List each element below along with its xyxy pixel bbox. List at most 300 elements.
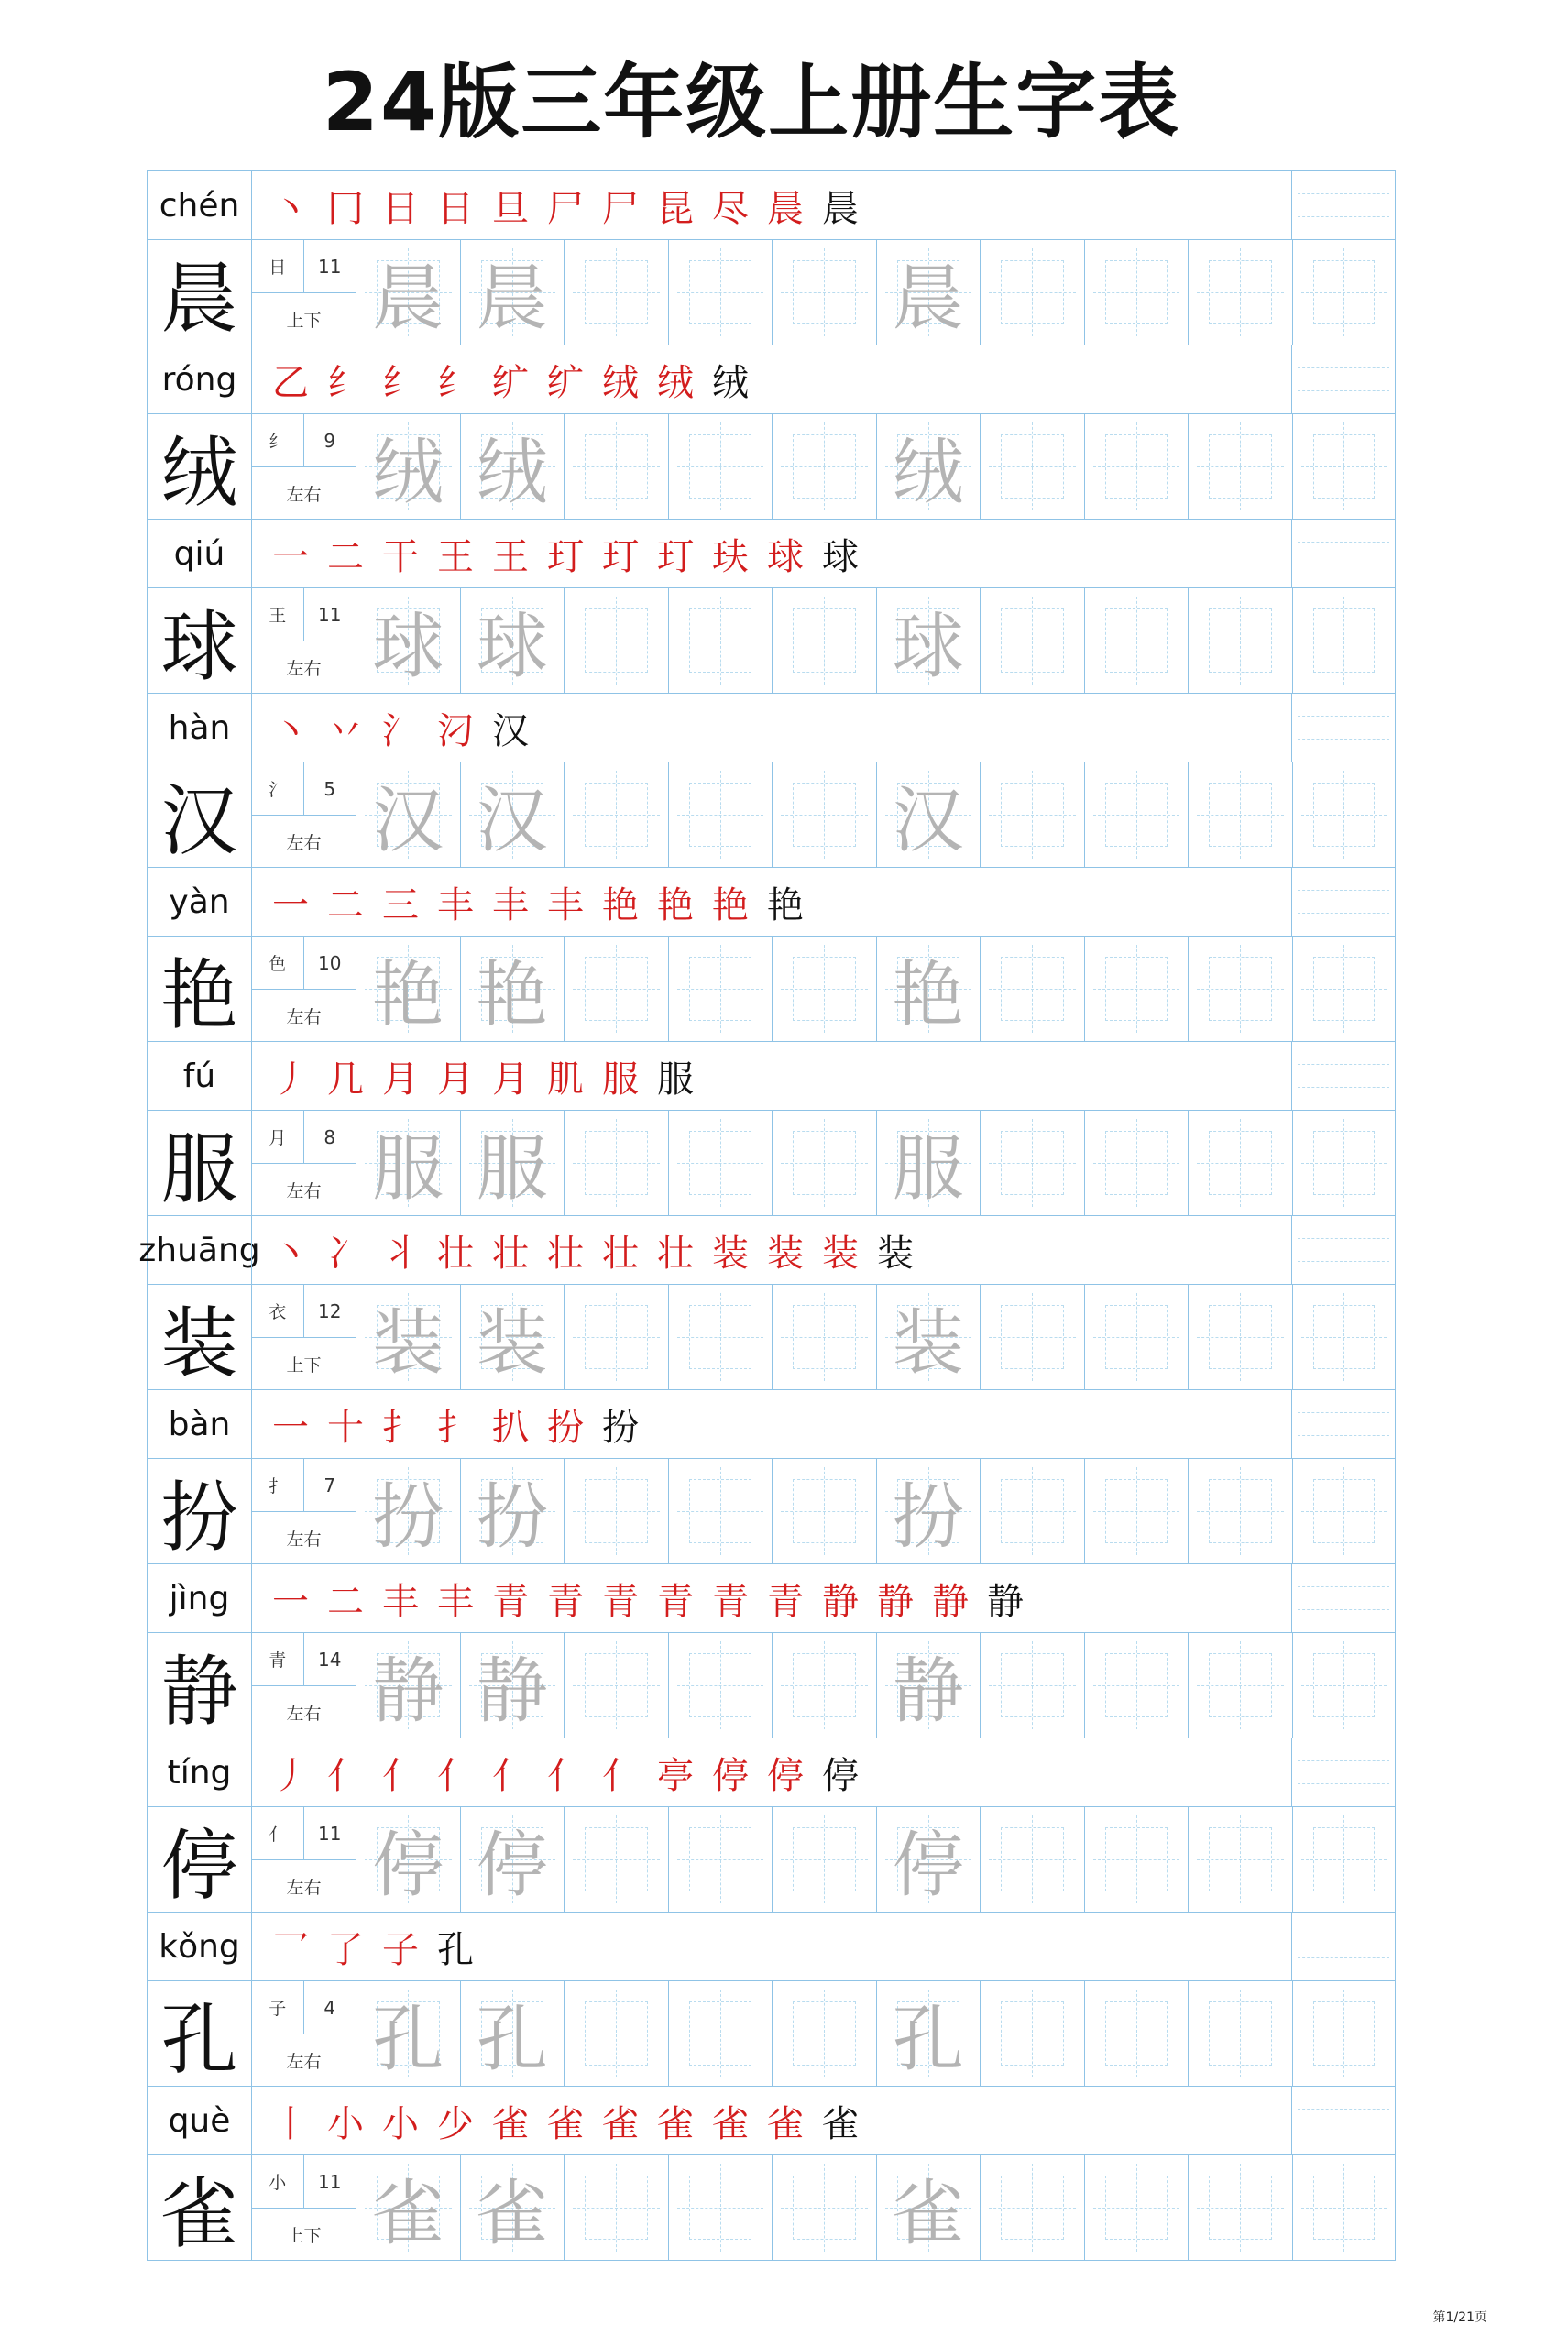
radical-label: 衣 [252, 1285, 304, 1337]
writing-box[interactable] [980, 239, 1084, 345]
stroke-step: 尽 [712, 187, 749, 230]
writing-box[interactable] [668, 1632, 773, 1738]
stroke-step: 丰 [437, 883, 474, 926]
practice-row [147, 762, 1396, 867]
tracing-character: 球 [892, 606, 964, 688]
stroke-step: 静 [877, 1580, 914, 1623]
writing-box[interactable] [980, 936, 1084, 1041]
writing-box[interactable] [1084, 1110, 1189, 1215]
stroke-step: 青 [547, 1580, 584, 1623]
tracing-character: 服 [372, 1128, 444, 1211]
writing-box[interactable] [876, 762, 981, 867]
stroke-step: 丨 [272, 2102, 309, 2145]
character-entry [147, 1563, 1396, 1738]
model-character: 晨 [147, 239, 251, 345]
pinyin-label: què [147, 2086, 251, 2154]
stroke-step: 亻 [437, 1754, 474, 1797]
stroke-step: 纩 [547, 361, 584, 404]
writing-box[interactable] [876, 239, 981, 345]
writing-box[interactable] [772, 1458, 876, 1563]
writing-box[interactable] [876, 413, 981, 519]
writing-box[interactable] [1084, 936, 1189, 1041]
stroke-step: 月 [382, 1058, 419, 1101]
writing-box[interactable] [772, 2154, 876, 2260]
stroke-step: 日 [382, 187, 419, 230]
notes-box[interactable] [1291, 2086, 1396, 2154]
structure-label: 左右 [286, 1529, 322, 1550]
character-entry [147, 867, 1396, 1041]
writing-box[interactable] [1188, 413, 1292, 519]
stroke-step: 扒 [492, 1406, 529, 1449]
stroke-step: 丶 [272, 1232, 309, 1275]
notes-box[interactable] [1291, 867, 1396, 936]
character-info [251, 762, 356, 867]
writing-box[interactable] [876, 1806, 981, 1912]
writing-box[interactable] [564, 1632, 668, 1738]
writing-box[interactable] [460, 2154, 565, 2260]
stroke-order-row [147, 1563, 1396, 1632]
writing-box[interactable] [1084, 587, 1189, 693]
stroke-step: 球 [767, 535, 804, 578]
tracing-character: 雀 [892, 2173, 964, 2255]
tracing-character: 球 [476, 606, 548, 688]
stroke-step: 艳 [657, 883, 694, 926]
writing-box[interactable] [460, 1806, 565, 1912]
tracing-character: 扮 [372, 1476, 444, 1559]
stroke-step: 装 [712, 1232, 749, 1275]
writing-box[interactable] [1188, 936, 1292, 1041]
writing-box[interactable] [1084, 1632, 1189, 1738]
character-info [251, 1284, 356, 1389]
stroke-step: 亭 [657, 1754, 694, 1797]
writing-box[interactable] [356, 1980, 460, 2086]
stroke-step: 尸 [547, 187, 584, 230]
stroke-step: 静 [822, 1580, 859, 1623]
radical-label: 月 [252, 1111, 304, 1163]
radical-label: 王 [252, 588, 304, 641]
writing-box[interactable] [980, 587, 1084, 693]
stroke-step: 了 [327, 1928, 364, 1971]
tracing-character: 绒 [892, 432, 964, 514]
stroke-count: 14 [318, 1648, 342, 1671]
structure-label: 左右 [286, 659, 322, 679]
writing-box[interactable] [668, 1284, 773, 1389]
tracing-character: 静 [892, 1650, 964, 1733]
writing-box[interactable] [1292, 1806, 1397, 1912]
model-character: 装 [147, 1284, 251, 1389]
writing-box[interactable] [1084, 1980, 1189, 2086]
notes-box[interactable] [1291, 1389, 1396, 1458]
character-table [138, 170, 1396, 2261]
writing-box[interactable] [1188, 1806, 1292, 1912]
stroke-order-row [147, 867, 1396, 936]
writing-box[interactable] [1084, 239, 1189, 345]
tracing-character: 艳 [476, 954, 548, 1036]
radical-label: 青 [252, 1633, 304, 1685]
character-info [251, 2154, 356, 2260]
radical-label: 亻 [252, 1807, 304, 1859]
radical-label: 扌 [252, 1459, 304, 1511]
stroke-step: 扌 [437, 1406, 474, 1449]
practice-row [147, 936, 1396, 1041]
notes-box[interactable] [1291, 1563, 1396, 1632]
stroke-step: 绒 [657, 361, 694, 404]
writing-box[interactable] [564, 1458, 668, 1563]
stroke-order-row [147, 170, 1396, 239]
writing-box[interactable] [356, 1458, 460, 1563]
character-info [251, 413, 356, 519]
notes-box[interactable] [1291, 345, 1396, 413]
pinyin-label: jìng [147, 1563, 251, 1632]
stroke-order-sequence [251, 1215, 1291, 1284]
character-entry [147, 1738, 1396, 1912]
writing-box[interactable] [772, 1806, 876, 1912]
writing-box[interactable] [356, 1806, 460, 1912]
stroke-order-row [147, 2086, 1396, 2154]
radical-label: 小 [252, 2155, 304, 2208]
writing-box[interactable] [564, 1980, 668, 2086]
writing-box[interactable] [772, 936, 876, 1041]
writing-box[interactable] [460, 1980, 565, 2086]
writing-box[interactable] [772, 762, 876, 867]
writing-box[interactable] [980, 2154, 1084, 2260]
stroke-step: 青 [712, 1580, 749, 1623]
model-character: 球 [147, 587, 251, 693]
stroke-step: 扮 [547, 1406, 584, 1449]
model-character: 服 [147, 1110, 251, 1215]
stroke-step: 尸 [602, 187, 639, 230]
stroke-step: 几 [327, 1058, 364, 1101]
writing-box[interactable] [668, 1110, 773, 1215]
stroke-step: 一 [272, 1406, 309, 1449]
writing-box[interactable] [1084, 762, 1189, 867]
writing-box[interactable] [1292, 2154, 1397, 2260]
model-character: 艳 [147, 936, 251, 1041]
stroke-step: 汉 [492, 709, 529, 752]
writing-box[interactable] [356, 1284, 460, 1389]
model-character: 雀 [147, 2154, 251, 2260]
writing-box[interactable] [564, 762, 668, 867]
writing-box[interactable] [980, 1110, 1084, 1215]
stroke-count: 8 [323, 1125, 336, 1148]
writing-box[interactable] [564, 936, 668, 1041]
stroke-order-sequence [251, 1912, 1291, 1980]
stroke-count: 5 [323, 777, 336, 800]
writing-box[interactable] [1292, 1458, 1397, 1563]
stroke-count: 7 [323, 1474, 336, 1496]
notes-box[interactable] [1291, 1738, 1396, 1806]
writing-box[interactable] [460, 1284, 565, 1389]
stroke-step: 玞 [712, 535, 749, 578]
writing-box[interactable] [356, 1110, 460, 1215]
writing-box[interactable] [460, 1632, 565, 1738]
writing-box[interactable] [876, 587, 981, 693]
writing-box[interactable] [1292, 1980, 1397, 2086]
stroke-order-row [147, 519, 1396, 587]
stroke-step: 干 [382, 535, 419, 578]
writing-box[interactable] [772, 1284, 876, 1389]
pinyin-label: róng [147, 345, 251, 413]
practice-row [147, 1284, 1396, 1389]
writing-box[interactable] [460, 587, 565, 693]
writing-box[interactable] [668, 413, 773, 519]
writing-box[interactable] [668, 2154, 773, 2260]
pinyin-label: zhuāng [147, 1215, 251, 1284]
writing-box[interactable] [876, 2154, 981, 2260]
tracing-character: 服 [892, 1128, 964, 1211]
writing-box[interactable] [980, 1632, 1084, 1738]
structure-label: 左右 [286, 1704, 322, 1724]
writing-box[interactable] [564, 239, 668, 345]
writing-box[interactable] [1188, 1284, 1292, 1389]
writing-box[interactable] [1084, 413, 1189, 519]
writing-box[interactable] [1188, 1110, 1292, 1215]
stroke-step: 汈 [437, 709, 474, 752]
stroke-step: 王 [492, 535, 529, 578]
notes-box[interactable] [1291, 1912, 1396, 1980]
stroke-step: 雀 [712, 2102, 749, 2145]
writing-box[interactable] [1084, 1806, 1189, 1912]
pinyin-label: bàn [147, 1389, 251, 1458]
stroke-step: 月 [492, 1058, 529, 1101]
writing-box[interactable] [460, 1110, 565, 1215]
writing-box[interactable] [564, 1806, 668, 1912]
stroke-order-sequence [251, 519, 1291, 587]
notes-box[interactable] [1291, 1215, 1396, 1284]
stroke-order-row [147, 693, 1396, 762]
stroke-step: 冫 [327, 1232, 364, 1275]
stroke-count: 12 [318, 1299, 342, 1322]
writing-box[interactable] [1084, 1458, 1189, 1563]
pinyin-label: fú [147, 1041, 251, 1110]
stroke-step: 一 [272, 1580, 309, 1623]
stroke-count: 11 [318, 603, 342, 626]
stroke-step: 昆 [657, 187, 694, 230]
writing-box[interactable] [1292, 413, 1397, 519]
stroke-step: 壮 [492, 1232, 529, 1275]
writing-box[interactable] [356, 239, 460, 345]
stroke-order-row [147, 1738, 1396, 1806]
tracing-character: 扮 [476, 1476, 548, 1559]
writing-box[interactable] [980, 413, 1084, 519]
stroke-step: 纟 [327, 361, 364, 404]
writing-box[interactable] [1188, 239, 1292, 345]
writing-box[interactable] [980, 1458, 1084, 1563]
stroke-step: 雀 [822, 2102, 859, 2145]
writing-box[interactable] [1292, 936, 1397, 1041]
writing-box[interactable] [772, 1110, 876, 1215]
writing-box[interactable] [876, 1284, 981, 1389]
stroke-count: 11 [318, 1822, 342, 1845]
stroke-step: 青 [657, 1580, 694, 1623]
writing-box[interactable] [1292, 587, 1397, 693]
practice-row [147, 1458, 1396, 1563]
character-info [251, 1980, 356, 2086]
practice-row [147, 239, 1396, 345]
model-character: 扮 [147, 1458, 251, 1563]
writing-box[interactable] [356, 587, 460, 693]
writing-box[interactable] [668, 239, 773, 345]
stroke-step: 孔 [437, 1928, 474, 1971]
structure-label: 上下 [286, 1355, 322, 1376]
writing-box[interactable] [668, 587, 773, 693]
stroke-step: 一 [272, 883, 309, 926]
writing-box[interactable] [1188, 1980, 1292, 2086]
writing-box[interactable] [1292, 1284, 1397, 1389]
writing-box[interactable] [980, 762, 1084, 867]
stroke-step: 亻 [547, 1754, 584, 1797]
stroke-order-sequence [251, 170, 1291, 239]
stroke-order-sequence [251, 693, 1291, 762]
writing-box[interactable] [1084, 1284, 1189, 1389]
character-entry [147, 519, 1396, 693]
stroke-order-sequence [251, 2086, 1291, 2154]
writing-box[interactable] [1188, 1458, 1292, 1563]
stroke-step: 亻 [382, 1754, 419, 1797]
writing-box[interactable] [460, 413, 565, 519]
structure-label: 左右 [286, 1007, 322, 1027]
stroke-step: 丿 [272, 1058, 309, 1101]
notes-box[interactable] [1291, 1041, 1396, 1110]
writing-box[interactable] [668, 1806, 773, 1912]
stroke-step: 小 [327, 2102, 364, 2145]
tracing-character: 孔 [892, 1999, 964, 2081]
model-character: 绒 [147, 413, 251, 519]
writing-box[interactable] [356, 413, 460, 519]
writing-box[interactable] [356, 2154, 460, 2260]
stroke-order-sequence [251, 1738, 1291, 1806]
radical-label: 氵 [252, 762, 304, 815]
writing-box[interactable] [980, 1980, 1084, 2086]
stroke-step: 服 [602, 1058, 639, 1101]
writing-box[interactable] [564, 1110, 668, 1215]
writing-box[interactable] [876, 1980, 981, 2086]
writing-box[interactable] [876, 1458, 981, 1563]
stroke-step: 球 [822, 535, 859, 578]
writing-box[interactable] [356, 936, 460, 1041]
writing-box[interactable] [460, 1458, 565, 1563]
tracing-character: 晨 [372, 258, 444, 340]
stroke-step: 丶 [272, 709, 309, 752]
notes-box[interactable] [1291, 693, 1396, 762]
tracing-character: 静 [372, 1650, 444, 1733]
stroke-step: 停 [822, 1754, 859, 1797]
stroke-step: 纩 [492, 361, 529, 404]
writing-box[interactable] [564, 587, 668, 693]
writing-box[interactable] [980, 1284, 1084, 1389]
writing-box[interactable] [564, 413, 668, 519]
writing-box[interactable] [1188, 2154, 1292, 2260]
character-info [251, 239, 356, 345]
tracing-character: 雀 [372, 2173, 444, 2255]
writing-box[interactable] [772, 1980, 876, 2086]
writing-box[interactable] [1292, 1110, 1397, 1215]
stroke-step: 子 [382, 1928, 419, 1971]
tracing-character: 装 [892, 1302, 964, 1385]
stroke-step: 日 [437, 187, 474, 230]
stroke-step: 二 [327, 1580, 364, 1623]
stroke-step: 乙 [272, 361, 309, 404]
stroke-step: 丷 [327, 709, 364, 752]
writing-box[interactable] [772, 1632, 876, 1738]
writing-box[interactable] [876, 936, 981, 1041]
writing-box[interactable] [772, 587, 876, 693]
structure-label: 上下 [286, 311, 322, 331]
writing-box[interactable] [668, 762, 773, 867]
stroke-step: 亻 [492, 1754, 529, 1797]
tracing-character: 汉 [372, 780, 444, 862]
stroke-step: 艳 [712, 883, 749, 926]
character-entry [147, 345, 1396, 519]
character-info [251, 1806, 356, 1912]
writing-box[interactable] [980, 1806, 1084, 1912]
stroke-step: 静 [932, 1580, 969, 1623]
stroke-step: 小 [382, 2102, 419, 2145]
stroke-step: 肌 [547, 1058, 584, 1101]
writing-box[interactable] [1084, 2154, 1189, 2260]
writing-box[interactable] [356, 1632, 460, 1738]
pinyin-label: yàn [147, 867, 251, 936]
stroke-step: 雀 [767, 2102, 804, 2145]
stroke-step: 纟 [437, 361, 474, 404]
writing-box[interactable] [668, 1458, 773, 1563]
notes-box[interactable] [1291, 170, 1396, 239]
writing-box[interactable] [876, 1632, 981, 1738]
writing-box[interactable] [356, 762, 460, 867]
writing-box[interactable] [460, 239, 565, 345]
pinyin-label: qiú [147, 519, 251, 587]
writing-box[interactable] [1188, 587, 1292, 693]
writing-box[interactable] [772, 413, 876, 519]
writing-box[interactable] [564, 2154, 668, 2260]
model-character: 孔 [147, 1980, 251, 2086]
writing-box[interactable] [1188, 1632, 1292, 1738]
stroke-order-sequence [251, 1389, 1291, 1458]
tracing-character: 汉 [476, 780, 548, 862]
model-character: 汉 [147, 762, 251, 867]
writing-box[interactable] [1188, 762, 1292, 867]
character-entry [147, 1389, 1396, 1563]
stroke-step: 晨 [822, 187, 859, 230]
structure-label: 左右 [286, 1878, 322, 1898]
writing-box[interactable] [668, 936, 773, 1041]
tracing-character: 服 [476, 1128, 548, 1211]
stroke-count: 4 [323, 1996, 336, 2019]
writing-box[interactable] [564, 1284, 668, 1389]
stroke-step: 壮 [437, 1232, 474, 1275]
structure-label: 左右 [286, 833, 322, 853]
writing-box[interactable] [772, 239, 876, 345]
radical-label: 色 [252, 937, 304, 989]
writing-box[interactable] [1292, 1632, 1397, 1738]
stroke-step: 扮 [602, 1406, 639, 1449]
writing-box[interactable] [460, 936, 565, 1041]
structure-label: 左右 [286, 2052, 322, 2072]
tracing-character: 球 [372, 606, 444, 688]
practice-row [147, 1980, 1396, 2086]
stroke-step: 旦 [492, 187, 529, 230]
writing-box[interactable] [1292, 762, 1397, 867]
stroke-step: 雀 [547, 2102, 584, 2145]
character-entry [147, 170, 1396, 345]
notes-box[interactable] [1291, 519, 1396, 587]
writing-box[interactable] [876, 1110, 981, 1215]
writing-box[interactable] [460, 762, 565, 867]
stroke-step: 壮 [657, 1232, 694, 1275]
tracing-character: 停 [476, 1825, 548, 1907]
writing-box[interactable] [668, 1980, 773, 2086]
writing-box[interactable] [1292, 239, 1397, 345]
